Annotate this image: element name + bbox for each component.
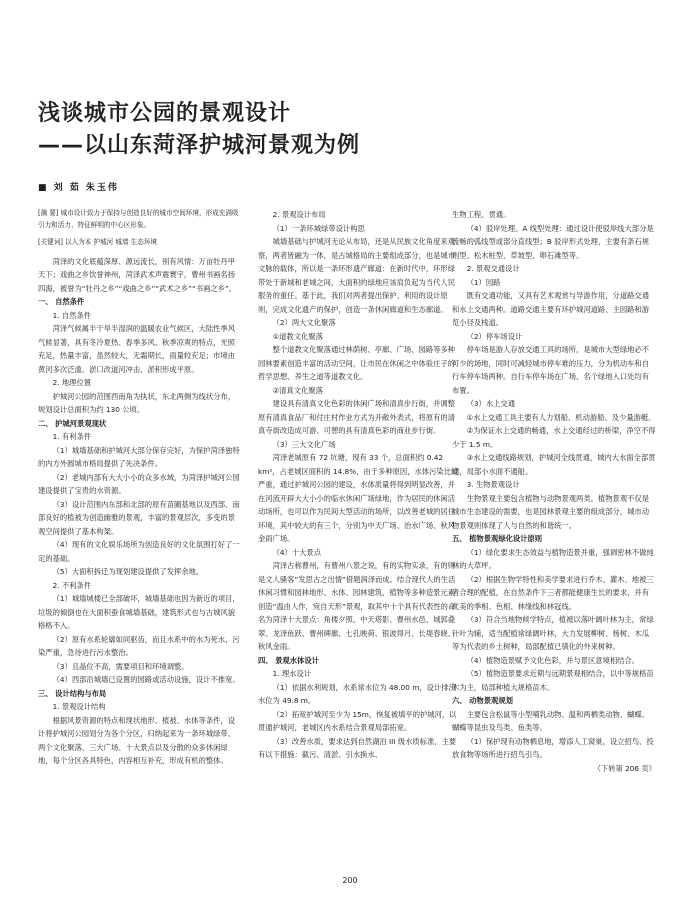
- paragraph: （3）符合当地物候学特点，植被以落叶阔叶林为主，常绿针叶为辅，适当配植常绿阔叶林，大力发展柳树、杨树、木瓜等为代表的乡土树种，局部配植已驯化的外来树种。: [452, 615, 654, 651]
- paragraph: （1）依据水利规划，水系常水位为 48.00 m，设计排涝水位为 49.8 m。: [258, 682, 456, 705]
- paragraph: 生物工程、贯通。: [452, 210, 511, 219]
- paragraph: 根据风景资源的特点和现状地形、植被、水体等条件，设计将护城河公园划分为各个分区，归纳起来为一条环城绿带、两个文化聚落、三大广场、十大景点以及分散的众多休闲绿地，每个分区各具特色，内容相互补充，形成有机的整体。: [38, 715, 236, 765]
- paragraph: （4）驳岸处理。A 线型处理：通过设计使驳岸线大部分是流畅的弧线型或部分直线型；B 驳岸形式处理，主要有条石规则型、松木桩型、草坡型、卵石滩型等。: [452, 223, 654, 260]
- column-left: [38, 208, 240, 768]
- subheading: （3）三大文化广场: [272, 439, 336, 449]
- authors: ■ 刘 茹 朱玉伟: [38, 183, 119, 193]
- paragraph: （2）根据生物学特性和美学要求进行乔木、灌木、地被三者合理的配植，在自然条件下三者都能健康生长的要求，并有优美的季相、色相、林缘线和林冠线。: [452, 574, 654, 611]
- section-heading: 六、 动物景观规划: [452, 696, 513, 705]
- paragraph: （5）植物造景要求近期与远期景观相结合，以中等规格苗木为主，局部种植大规格苗木。: [452, 669, 654, 692]
- section-heading: 一、 自然条件: [38, 297, 85, 306]
- paper-title-line1: 浅谈城市公园的景观设计: [38, 101, 292, 126]
- subheading: （3）水上交通: [466, 399, 516, 408]
- paragraph: （1）城墙城楼已全部破坏，城墙基础也因为新近的项目，垃圾的倾倒也在大面积蚕食城墙基础，建筑形式也与古城风貌格格不入。: [38, 594, 240, 630]
- subheading: 2. 不利条件: [52, 580, 92, 590]
- paragraph: 菏泽气候属半干旱半湿润的温暖农业气候区，大陆性季风气候显著，具有冬冷夏热、春季多风、秋季凉爽的特点，光照充足，热量丰富，虽然较大，无霜期长，雨量较充足；市境由黄河多次泛滥、淤口改道河冲击、淤积形成平原。: [38, 324, 236, 374]
- paragraph: ③水上交通线路规划，护城河全线贯通，城内大水面全部贯通，局部小水面不通船。: [452, 453, 656, 476]
- section-heading: 三、 设计结构与布局: [38, 688, 107, 698]
- subheading: （4）十大景点: [272, 547, 322, 557]
- paragraph: 停车场是游人存放交通工具的场所，是城市大型绿地必不可少的场地，同时可减轻城市停车难的压力，分为机动车和自行车停车场两种。自行车停车场在广场、名个绿地入口处均有布置。: [452, 345, 650, 395]
- subheading: （1）一条环城绿带设计构思: [272, 223, 365, 233]
- paragraph: 菏泽老城原有 72 坑塘，现有 33 个，总面积约 0.42 km²，占老城区面积的 14.8%，由于多种原因，水体污染比较严重，通过护城河公园的建设，水体质量将得到明显改善，并在河流开辟大大小小的临水休闲广场绿地，作为居民的休闲活动场所，也可以作为民间大型活动的场所，以改善老城的居住环境，其中较大的有三个，分别为中天广场、治水广场、秋风金雨广场。: [258, 453, 459, 543]
- subheading: 1. 景观设计结构: [52, 702, 106, 711]
- paragraph: 生物景观主要包含植物与动物景观两类。植物景观不仅是城市生态建设的需要，也是园林景观主要的组成部分，城市动物景观则体现了人与自然的和谐统一。: [452, 493, 650, 530]
- paragraph: 护城河公园的范围西南角为执状，东北两侧为线状分布，规划设计总面积为约 130 公顷。: [38, 391, 236, 414]
- paragraph: （2）拓宽护城河至少为 15m，恢复被填平的护城河，以贯通护城河，老城区内水系结合景观局部拓宽。: [258, 709, 457, 732]
- column-middle: [258, 208, 460, 762]
- subheading: 1. 理水设计: [272, 669, 312, 678]
- paragraph: 城墙基础与护城河无论从布局，还是从民族文化角度来观察，两者皆融为一体，是古城格局的主要组成部分，也是城市文脉的载体，所以是一条环形遗产廊道：在新时代中，环形绿带处于新城和老城之间，大面积的绿地应该肩负起为当代人民服务的重任。基于此，我们对两者提出保护、利用的设计原则，完成文化遗产的保护，创造一条休闲廊道和生态廊道。: [258, 237, 456, 314]
- paragraph: （1）保护现有动物栖息地，增添人工窝巢，设立招鸟、投放食物等场所进行招鸟引鸟。: [452, 736, 654, 759]
- paragraph: 菏泽古称曹州，有曹州八景之说，有的实物实录，有的则是文人骚客“发思古之出情”借题润泽而成。结合现代人的生活休闲习惯和园林地形、水体、园林建筑、植物等多种造景元素创造“温由人作，宛自天形”景观，取其中十个具有代表性的命名为菏泽十大景点：角楼夕照、中天塔影、曹州水邑、城郭叠翠、龙泽鱼跃、曹州碑廊、七孔映荷、银波得月、长堤春晓、秋风金雨。: [258, 561, 456, 651]
- subheading: 2. 景观设计布局: [272, 210, 326, 219]
- paragraph: 建设具有清真文化色彩的休闲广场和清真步行街，并调整原有清真食品厂和付庄村作业方式为开敞外表式，将原有的清真寺街改造成可游、可憩的具有清真色彩的商业步行街。: [258, 399, 456, 435]
- paragraph: （2）老城内部有大大小小的众多水域，为菏泽护城河公园建设提供了宝贵的水资源。: [38, 472, 240, 495]
- paragraph: （3）改善水质，要求达到自然湖泊 III 级水质标准，主要有以下措施：截污、清淤、引水换水、: [258, 736, 457, 759]
- paragraph: （1）城墙基础和护城河大部分保存完好，为保护菏泽独特的内方外圆城市格局提供了先决条件。: [38, 445, 240, 468]
- subheading: ①道教文化聚落: [272, 331, 323, 341]
- subheading: 1. 自然条件: [52, 310, 92, 320]
- subheading: （2）两大文化聚落: [272, 318, 336, 327]
- page-number: 200: [342, 876, 358, 885]
- paragraph: 菏泽的文化底蕴深厚、源远流长，别有风情：万亩牡丹甲天下；戏曲之乡饮誉神州，菏泽武术声震寰宇，曹州书画名扬四海，被誉为“牡丹之乡”“戏曲之乡”“武术之乡”“书画之乡”。: [38, 256, 237, 293]
- column-right: [452, 208, 656, 775]
- paper-title-line2: ——以山东菏泽护城河景观为例: [38, 133, 361, 158]
- paragraph: （1）绿化要求生态效益与植物造景并重，强调密林不做纯林的大草坪。: [452, 547, 654, 570]
- subheading: （1）园路: [466, 277, 501, 287]
- paragraph: ②为保证水上交通的畅通，水上交通经过的桥梁，净空不得少于 1.5 m。: [452, 426, 656, 449]
- paragraph: 主要包含松鼠等小型哺乳动物、温和两栖类动物、蝴蝶、蝴蝶等昆虫及鸟类、鱼类等。: [452, 709, 650, 732]
- section-heading: 五、 植物景观绿化设计原则: [452, 534, 543, 543]
- paragraph: （4）现有的文化娱乐场所为创造良好的文化氛围打好了一定的基础。: [38, 540, 240, 563]
- subheading: ②清真文化聚落: [272, 385, 323, 395]
- paragraph: 既有交通功能，又具有艺术观赏与导游作用，分道路交通和水上交通两种。道路交通主要有环护城河道路、主园路和游览小径及栈道。: [452, 291, 650, 327]
- paragraph: ①水上交通工具主要有人力划船、机动游船、及少量游艇。: [466, 412, 656, 422]
- paragraph: （3）且晶位不高，需要项目和环境调整。: [52, 661, 189, 671]
- paragraph: （2）原有水系轮廓如同驱齿，而且水系中的水为死水，污染严重，急待进行污水整治。: [38, 634, 240, 657]
- paragraph: （5）大面积拆迁为现划建设提供了发挥余地。: [52, 567, 204, 576]
- paragraph: （4）植物造景赋予文化色彩，并与景区意境相结合。: [466, 655, 640, 665]
- subheading: 2. 地理位置: [52, 378, 92, 387]
- subheading: 1. 有利条件: [52, 432, 92, 441]
- subheading: （2）停车场设计: [466, 331, 523, 341]
- paragraph: 整个道教文化聚落通过林荫树、亭廊、广场、园路等多种园林要素创造丰富的活动空间，让市民在休闲之中体验庄子的哲学思想、养生之道等道教文化。: [258, 345, 456, 381]
- subheading: 2. 景观交通设计: [466, 264, 520, 273]
- paragraph: （4）西部沿城墙已设置的园路或活动设施，设计不推宽。: [52, 675, 240, 684]
- paragraph: （3）设计范围内东部和北部的原有苗圃基地以及西部、南部良好的植被为创造幽雅的景观，丰富的景观层次，多变的景观空间提供了基本构架。: [38, 499, 240, 536]
- section-heading: 四、 景观水体设计: [258, 655, 319, 665]
- abstract: [摘 要] 城市设计致力于保持与创造良好的城市空间环境，形成充满吸引力和活力、特征鲜明的中心区形象。: [38, 209, 239, 229]
- continuation-note: （下转第 206 页）: [593, 763, 656, 773]
- section-heading: 二、 护城河景观现状: [38, 418, 107, 428]
- subheading: 3. 生物景观设计: [466, 480, 520, 489]
- keywords: [关键词] 以人为本 护城河 城墙 生态环境: [38, 238, 158, 246]
